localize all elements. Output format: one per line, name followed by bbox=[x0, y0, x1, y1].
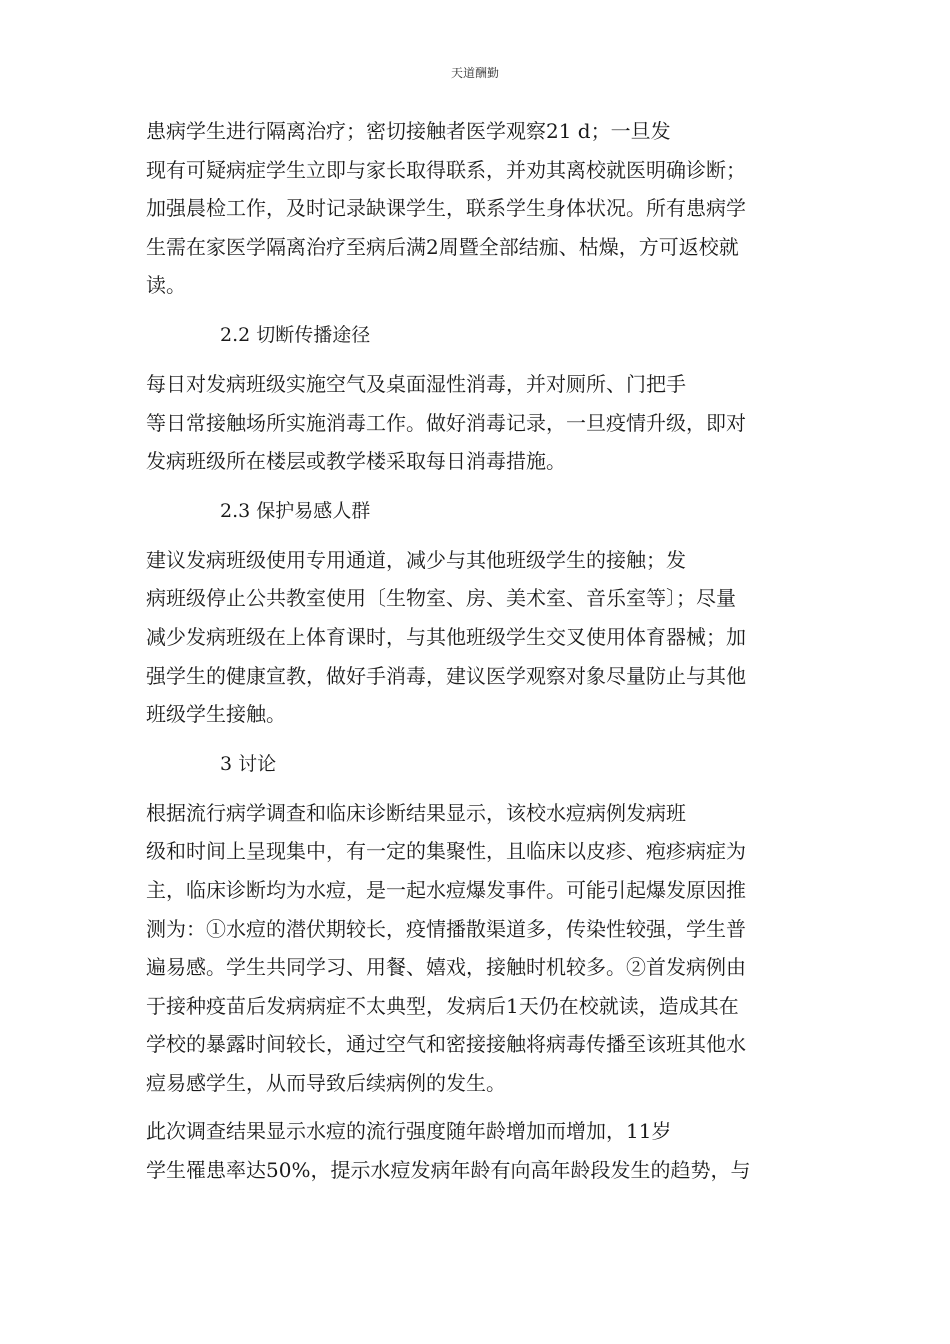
section-heading: 3 讨论 bbox=[220, 752, 277, 775]
paragraph-disinfection bbox=[146, 365, 806, 481]
paragraph-discussion bbox=[146, 794, 806, 1103]
text-line: 主，临床诊断均为水痘，是一起水痘爆发事件。可能引起爆发原因推 bbox=[146, 877, 746, 902]
text-line: 此次调查结果显示水痘的流行强度随年龄增加而增加，11岁 bbox=[146, 1119, 672, 1144]
text-line: 等日常接触场所实施消毒工作。做好消毒记录，一旦疫情升级，即对 bbox=[146, 410, 746, 435]
text-line: 患病学生进行隔离治疗；密切接触者医学观察21 d；一旦发 bbox=[146, 119, 671, 143]
text-line: 强学生的健康宣教，做好手消毒，建议医学观察对象尽量防止与其他 bbox=[146, 663, 746, 688]
text-line: 病班级停止公共教室使用〔生物室、房、美术室、音乐室等〕；尽量 bbox=[146, 586, 736, 611]
text-line: 学生罹患率达50%，提示水痘发病年龄有向高年龄段发生的趋势，与 bbox=[146, 1158, 751, 1183]
text-line: 级和时间上呈现集中，有一定的集聚性，且临床以皮疹、疱疹病症为 bbox=[146, 839, 746, 864]
page-header: 天道酬勤 bbox=[450, 66, 499, 80]
text-line: 班级学生接触。 bbox=[146, 702, 286, 727]
section-heading: 2.3 保护易感人群 bbox=[220, 499, 371, 522]
text-line: 加强晨检工作，及时记录缺课学生，联系学生身体状况。所有患病学 bbox=[146, 196, 746, 221]
text-line: 于接种疫苗后发病病症不太典型，发病后1天仍在校就读，造成其在 bbox=[146, 993, 739, 1018]
text-line: 发病班级所在楼层或教学楼采取每日消毒措施。 bbox=[146, 449, 566, 474]
document-body bbox=[146, 112, 806, 1190]
text-line: 痘易感学生，从而导致后续病例的发生。 bbox=[146, 1070, 506, 1095]
text-line: 测为：①水痘的潜伏期较长，疫情播散渠道多，传染性较强，学生普 bbox=[146, 916, 746, 941]
text-line: 根据流行病学调查和临床诊断结果显示，该校水痘病例发病班 bbox=[146, 800, 686, 825]
text-line: 减少发病班级在上体育课时，与其他班级学生交叉使用体育器械；加 bbox=[146, 624, 746, 649]
text-line: 读。 bbox=[146, 273, 186, 298]
section-heading: 2.2 切断传播途径 bbox=[220, 323, 371, 346]
text-line: 建议发病班级使用专用通道，减少与其他班级学生的接触；发 bbox=[146, 547, 686, 572]
text-line: 每日对发病班级实施空气及桌面湿性消毒，并对厕所、门把手 bbox=[146, 371, 686, 396]
text-line: 学校的暴露时间较长，通过空气和密接接触将病毒传播至该班其他水 bbox=[146, 1032, 746, 1057]
paragraph-protection bbox=[146, 541, 806, 734]
text-line: 现有可疑病症学生立即与家长取得联系，并劝其离校就医明确诊断； bbox=[146, 157, 746, 182]
text-line: 生需在家医学隔离治疗至病后满2周暨全部结痂、枯燥，方可返校就 bbox=[146, 234, 739, 259]
paragraph-isolation bbox=[146, 112, 806, 305]
text-line: 遍易感。学生共同学习、用餐、嬉戏，接触时机较多。②首发病例由 bbox=[146, 955, 746, 980]
paragraph-results bbox=[146, 1112, 806, 1189]
